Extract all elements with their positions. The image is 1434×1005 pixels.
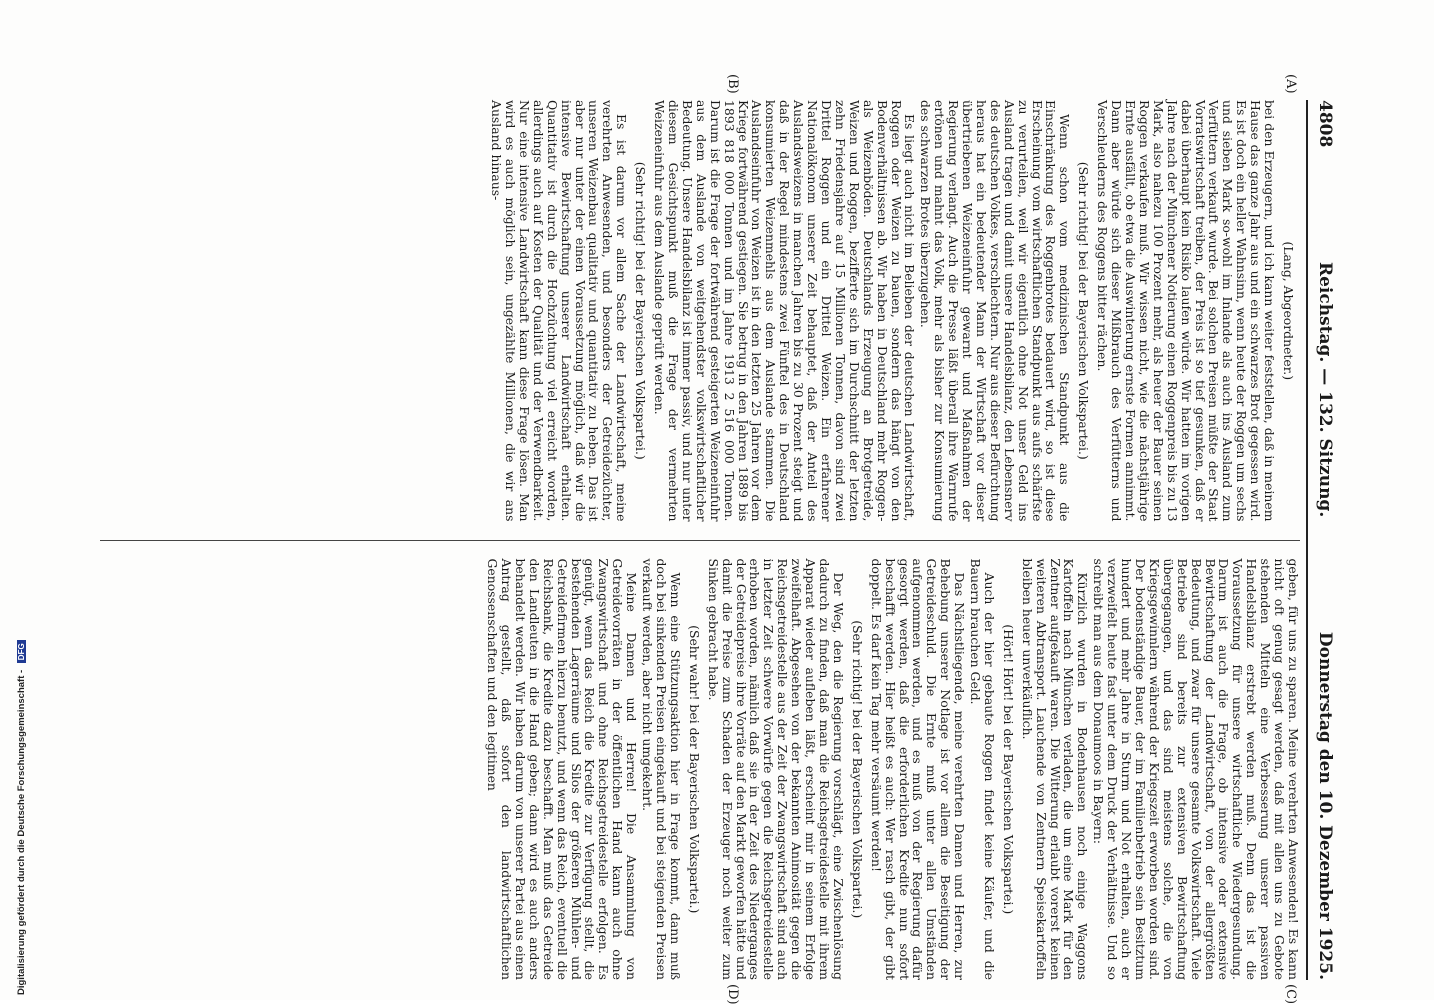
paragraph: Das Nächstliegende, meine verehrten Damen und Herren, zur Behebung unserer Notlage ist vor allem die Beseitigung der Getreideschuld. Die Ernte muß unter allen Umständen aufgenommen werden, und es muß von der Regierung dafür gesorgt werden, daß die erforderlichen Kredite nun sofort beschafft werden. Hier heißt es auch: Wer rasch gibt, der gibt doppelt. Es darf kein Tag mehr versäumt werden! [868,558,968,980]
interjection: (Sehr richtig! bei der Bayerischen Volkspartei.) [633,161,649,460]
page-number: 4808 [1315,100,1335,148]
margin-mark-c: (C) [1283,984,1298,1005]
footer-text: Digitalisierung gefördert durch die Deutsche Forschungsgemeinschaft - [16,669,27,995]
paragraph: Es liegt auch nicht im Belieben der deutschen Landwirtschaft, Roggen oder Weizen zu bauen, sondern das hängt von den Bodenverhältnissen ab. Wir haben in Deutschland mehr Roggen- als Weizenböden. Deutschlands Erzeugung an Brotgetreide, Weizen und Roggen, bezifferte sich im Durchschnitt der letzten zehn Friedensjahre auf 15 Millionen Tonnen, davon sind zwei Drittel Roggen und ein Drittel Weizen. Ein erfahrener Nationalökonom unserer Zeit behauptet, daß der Anteil des Auslandsweizens in manchen Jahren bis zu 30 Prozent steigt und daß in der Regel mindestens zwei Fünftel des in Deutschland konsumierten Weizenmehls aus dem Auslande stammen. Die Auslandseinfuhr von Weizen ist in den letzten 25 Jahren vor dem Kriege fortwährend gestiegen. Sie betrug in den Jahren 1889 bis 1893 818 000 Tonnen und im Jahre 1913 2 516 000 Tonnen. Darum ist die Frage der fortwährend gesteigerten Weizeneinfuhr aus dem Auslande von weitgehendster volkswirtschaftlicher Bedeutung. Unsere Handelsbilanz ist immer passiv, und nur unter diesem Gesichtspunkt muß die Frage der vermehrten Weizeneinfuhr aus dem Auslande geprüft werden. [652,100,918,522]
paragraph: Wenn eine Stützungsaktion hier in Frage kommt, dann muß doch bei sinkenden Preisen eingekauft und bei steigenden Preisen verkauft werden, aber nicht umgekehrt. [640,558,683,980]
digitization-footer [2,0,27,1000]
paragraph: Meine Damen und Herren! Die Ansammlung von Getreidevorräten in der öffentlichen Hand kann auch ohne Zwangswirtschaft und ohne Reichsgetreidestelle erfolgen. Es genügt, wenn das Reich die Kredite zur Verfügung stellt, die bestehenden Lagerräume und Silos der größeren Mühlen- und Getreidefirmen hierzu benutzt, und wenn das Reich, eventuell die Reichsbank, die Kredite dazu beschafft. Man muß das Getreide den Landleuten in die Hand geben; dann wird es auch anders behandelt werden. Wir haben darum von unserer Partei aus einen Antrag gestellt, daß sofort den landwirtschaftlichen Genossenschaften und den legitimen [485,558,640,980]
text-columns [100,100,1300,980]
page-header [1310,100,1340,980]
paragraph: Der Weg, den die Regierung vorschlägt, eine Zwischenlösung dadurch zu finden, daß man die Reichsgetreidestelle mit ihrem Apparat wieder aufleben läßt, erscheint mir in seinem Erfolge zweifelhaft. Abgesehen von der bekannten Animosität gegen die Reichsgetreidestelle aus der Zeit der Zwangswirtschaft sind auch in letzter Zeit schwere Vorwürfe gegen die Reichsgetreidestelle erhoben worden, nämlich daß sie in der Zeit des Niederganges der Getreidepreise ihre Vorräte auf den Markt geworfen hätte und damit die Preise zum Schaden der Erzeuger noch weiter zum Sinken gebracht habe. [705,558,846,980]
footer-credit [16,0,27,995]
paragraph: Es ist darum vor allem Sache der Landwirtschaft, meine verehrten Anwesenden, und besonders der Getreidezüchter, unseren Weizenbau qualitativ und quantitativ zu heben. Das ist aber nur unter der einen Voraussetzung möglich, daß wir die intensive Bewirtschaftung unserer Landwirtschaft erhalten. Quantitativ ist durch die Hochzüchtung viel erreicht worden, allerdings auch auf Kosten der Qualität und der Verwendbarkeit. Nur eine intensive Landwirtschaft kann diese Frage lösen. Man wird es auch möglich sein, ungezählte Millionen, die wir ans Ausland hinaus- [489,100,630,522]
margin-mark-d: (D) [725,984,740,1005]
rotated-page-content [90,74,1340,1005]
interjection: (Hört! Hört! bei der Bayerischen Volkspartei.) [1000,624,1016,915]
margin-mark-b: (B) [725,74,740,94]
paragraph: bei den Erzeugern, und ich kann weiter feststellen, daß in meinem Hause das ganze Jahr aus und ein schwarzes Brot gegessen wird. Es ist doch ein heller Wahnsinn, wenn heute der Roggen um sechs und sieben Mark so-wohl im Inlande als auch ins Ausland zum Verfüttern verkauft wurde. Bei solchen Preisen müßte der Staat Vorratswirtschaft treiben, der Preis ist so tief gesunken, daß er dabei überhaupt kein Risiko laufen würde. Wir hatten im vorigen Jahre nach der Münchener Notierung einen Roggenpreis bis zu 13 Mark, also nahezu 100 Prozent mehr, als heuer der Bauer seinen Roggen verkaufen muß. Wir wissen nicht, wie die nächstjährige Ernte ausfällt, ob etwa die Auswinterung ernste Formen annimmt. Dann aber würde sich dieser Mißbrauch des Verfütterns und Verschleuderns des Roggens bitter rächen. [1095,100,1278,522]
speaker-label: (Lang, Abgeordneter.) [1281,241,1296,381]
paragraph: Auch der hier gebaute Roggen findet keine Käufer, und die Bauern brauchen Geld. [968,558,997,980]
column-divider [100,540,1300,541]
paragraph: geben, für uns zu sparen. Meine verehrten Anwesenden! Es kann nicht oft genug gesagt werden, daß mit allen uns zu Gebote stehenden Mitteln eine Verbesserung unserer passiven Handelsbilanz erstrebt werden muß. Denn das ist die Voraussetzung für unsere wirtschaftliche Wiedergesundung. Darum ist auch die Frage, ob intensive oder extensive Bewirtschaftung der Landwirtschaft, von der allergrößten Bedeutung, und zwar für unsere gesamte Volkswirtschaft. Viele Betriebe sind bereits zur extensiven Bewirtschaftung übergegangen, und das sind meistens solche, die von Kriegsgewinnlern während der Kriegszeit erworben worden sind. Der bodenständige Bauer, der im Familienbetrieb sein Besitztum hundert und mehr Jahre in Sturm und Not erhalten, auch er verzweifelt heute fast unter dem Druck der Verhältnisse. Und so schreibt man aus dem Donaumoos in Bayern: [1091,558,1301,980]
session-date: Donnerstag den 10. Dezember 1925. [1315,631,1335,980]
interjection: (Sehr richtig! bei der Bayerischen Volkspartei.) [1076,161,1092,460]
left-column [100,100,1300,522]
quotation: Kürzlich wurden in Bodenhausen noch einige Waggons Kartoffeln nach München verladen, die um eine Mark für den Zentner aufgekauft waren. Die Witterung erlaubt vorerst keinen weiteren Abtransport. Lauchende von Zentnern Speisekartoffeln bleiben heuer unverkäuflich. [1019,558,1091,980]
header-rule [1306,100,1308,980]
margin-mark-a: (A) [1283,74,1298,94]
dfg-logo: DFG [17,640,26,663]
interjection: (Sehr richtig! bei der Bayerischen Volkspartei.) [849,620,865,919]
right-column [100,559,1300,981]
session-title: Reichstag. — 132. Sitzung. [1315,261,1335,518]
paragraph: Wenn schon vom medizinischen Standpunkt aus die Einschränkung des Roggenbrotes bedauert wird, so ist diese Erscheinung vom wirtschaftlichen Standpunkt aus aufs schärfste zu verurteilen, weil wir eigentlich ohne Not unser Geld ins Ausland tragen und damit unsere Handelsbilanz, den Lebensnerv des deutschen Volkes, verschlechtern. Nur aus dieser Befürchtung heraus hat ein bedeutender Mann der Wirtschaft vor dieser übertriebenen Weizeneinfuhr gewarnt und Maßnahmen der Regierung verlangt. Auch die Presse läßt überall ihre Warnrufe ertönen und mahnt das Volk, mehr als bisher zur Konsumierung des schwarzen Brotes überzugehen. [918,100,1073,522]
interjection: (Sehr wahr! bei der Bayerischen Volkspartei.) [686,625,702,914]
